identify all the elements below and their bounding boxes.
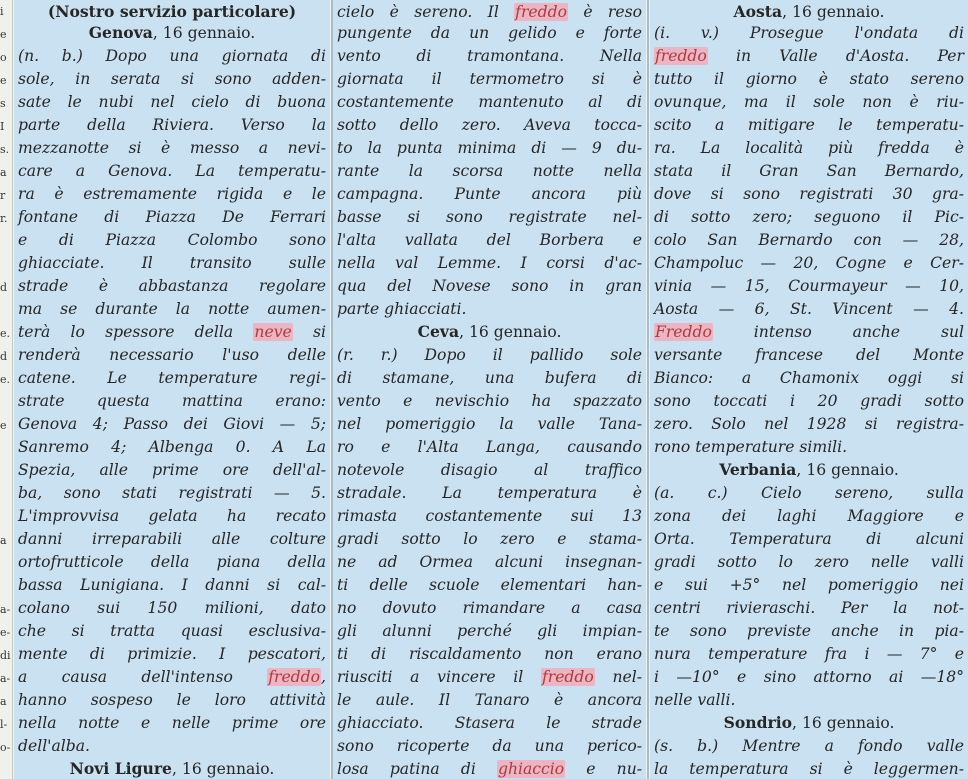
article-line: hanno sospeso le loro attività [18,691,326,709]
edge-fragment: i [0,5,4,18]
edge-fragment [0,437,12,460]
dateline: Ceva, 16 gennaio. [417,322,562,341]
article-line: ghiacciato. Stasera le strade [337,714,642,732]
article-line: (r. r.) Dopo il pallido sole [337,346,642,364]
article-line: sotto dello zero. Aveva tocca- [337,116,642,134]
edge-fragment: d [0,350,8,363]
article-line: ra. La località più fredda è [654,139,964,157]
edge-fragment: e [0,28,7,41]
article-line: sono toccati i 20 gradi sotto [654,392,964,410]
article-line: fontane di Piazza De Ferrari [18,208,326,226]
edge-fragment: a [0,695,7,708]
article-line: vento e nevischio ha spazzato [337,392,642,410]
column-3 [650,0,968,779]
article-line: bassa Lunigiana. I danni si cal- [18,576,326,594]
article-line: stradale. La temperatura è [337,484,642,502]
left-edge-fragments [0,0,13,779]
edge-fragment [0,391,12,414]
article-line: strate questa mattina erano: [18,392,326,410]
highlighted-term: neve [254,323,292,341]
article-line: pungente da un gelido e forte [337,24,642,42]
edge-fragment: s. [0,143,10,156]
dateline: Novi Ligure, 16 gennaio. [69,759,275,778]
article-line: ti di riscaldamento non erano [337,645,642,663]
edge-fragment [0,299,12,322]
article-line: care a Genova. La temperatu- [18,162,326,180]
article-line: Orta. Temperatura di alcuni [654,530,964,548]
edge-fragment: o- [0,741,11,754]
article-line: nella val Lemme. I corsi d'ac- [337,254,642,272]
article-line: tutto il giorno è stato sereno [654,70,964,88]
article-line: parte della Riviera. Verso la [18,116,326,134]
column-2 [333,0,646,779]
edge-fragment [0,253,12,276]
article-line: sole, in serata si sono adden- [18,70,326,88]
edge-fragment: e [0,74,7,87]
edge-fragment: e [0,419,7,432]
article-line: ro e l'Alta Langa, causando [337,438,642,456]
article-line: parte ghiacciati. [337,300,467,318]
article-line: colo San Bernardo con — 28, [654,231,964,249]
edge-fragment: e- [0,626,11,639]
article-line: vinia — 15, Courmayeur — 10, [654,277,964,295]
article-line: dove si sono registrati 30 gra- [654,185,964,203]
article-line: to la punta minima di — 9 du- [337,139,642,157]
article-line: mente di primizie. I pescatori, [18,645,326,663]
article-line: dell'alba. [18,737,90,755]
article-line: Bianco: a Chamonix oggi si [654,369,964,387]
edge-fragment: r. [0,212,8,225]
article-line: colano sui 150 milioni, dato [18,599,326,617]
column-1 [14,0,330,779]
article-line: costantemente mantenuto al di [337,93,642,111]
edge-fragment: e. [0,327,11,340]
article-line: no dovuto rimandare a casa [337,599,642,617]
highlighted-term: Freddo [655,323,712,341]
edge-fragment: a [0,166,7,179]
edge-fragment: d [0,281,8,294]
edge-fragment [0,575,12,598]
edge-fragment: s [0,97,6,110]
edge-fragment [0,506,12,529]
dateline: Sondrio, 16 gennaio. [723,713,895,732]
section-heading: (Nostro servizio particolare) [47,2,297,21]
article-line: te sono previste anche in pia- [654,622,964,640]
highlighted-term: freddo [541,668,594,686]
article-line: qua del Novese sono in gran [337,277,642,295]
article-line: catene. Le temperature regi- [18,369,326,387]
article-line: a causa dell'intenso freddo, [18,668,326,686]
highlighted-term: freddo [655,47,707,65]
article-line: Freddo intenso anche sul [655,323,964,341]
article-line: che si tratta quasi esclusiva- [18,622,326,640]
article-line: (a. c.) Cielo sereno, sulla [654,484,964,502]
article-line: ba, sono stati registrati — 5. [18,484,326,502]
article-line: e di Piazza Colombo sono [18,231,326,249]
article-line: ra è estremamente rigida e le [18,185,326,203]
article-line: L'improvvisa gelata ha recato [18,507,326,525]
dateline: Genova, 16 gennaio. [88,23,256,42]
article-line: sate le nubi nel cielo di buona [18,93,326,111]
article-line: nel pomeriggio la valle Tana- [337,415,642,433]
article-line: e sui +5° nel pomeriggio nei [654,576,964,594]
dateline: Aosta, 16 gennaio. [733,2,885,21]
article-line: rimasta costantemente sui 13 [337,507,642,525]
article-line: Spezia, alle prime ore dell'al- [18,461,326,479]
article-line: nella notte e nelle prime ore [18,714,326,732]
article-line: (n. b.) Dopo una giornata di [18,47,326,65]
article-line: stata il Gran San Bernardo, [654,162,964,180]
article-line: rono temperature simili. [654,438,848,456]
article-line: centri rivieraschi. Per la not- [654,599,964,617]
article-line: Aosta — 6, St. Vincent — 4. [654,300,964,318]
article-line: sono ricoperte da una perico- [337,737,642,755]
article-line: (s. b.) Mentre a fondo valle [654,737,964,755]
article-line: cielo è sereno. Il freddo è reso [337,3,643,21]
article-line: gradi sotto lo zero e stama- [337,530,642,548]
article-line: ortofrutticole della piana della [18,553,326,571]
highlighted-term: freddo [268,668,321,686]
article-line: basse si sono registrate nel- [337,208,642,226]
edge-fragment: o [0,51,7,64]
highlighted-term: freddo [515,3,567,21]
article-line: giornata il termometro si è [337,70,642,88]
article-line: rante la scorsa notte nella [337,162,642,180]
edge-fragment [0,552,12,575]
edge-fragment: e. [0,373,11,386]
article-line: campagna. Punte ancora più [337,185,642,203]
article-line: Genova 4; Passo dei Giovi — 5; [18,415,326,433]
article-line: ti delle scuole elementari han- [337,576,642,594]
article-line: riusciti a vincere il freddo nel- [337,668,642,686]
article-line: zero. Solo nel 1928 si registra- [654,415,964,433]
article-line: i —10° e sino attorno ai —18° [654,668,964,686]
article-line: strade è abbastanza regolare [18,277,326,295]
article-line: Champoluc — 20, Cogne e Cer- [654,254,964,272]
edge-fragment [0,483,12,506]
edge-fragment [0,230,12,253]
edge-fragment [0,460,12,483]
edge-fragment: a- [0,603,11,616]
article-line: ghiacciate. Il transito sulle [18,254,326,272]
article-line: mezzanotte si è messo a nevi- [18,139,326,157]
article-line: ne ad Ormea alcuni insegnan- [337,553,642,571]
edge-fragment: a [0,534,7,547]
highlighted-term: ghiaccio [497,760,565,778]
dateline: Verbania, 16 gennaio. [719,460,899,479]
article-line: la temperatura si è leggermen- [654,760,964,778]
article-line: freddo in Valle d'Aosta. Per [655,47,964,65]
edge-fragment: r [0,189,6,202]
article-line: nura temperature fra i — 7° e [654,645,964,663]
article-line: zona dei laghi Maggiore e [654,507,964,525]
article-line: (i. v.) Prosegue l'ondata di [654,24,964,42]
article-line: ma se durante la notte aumen- [18,300,326,318]
article-line: di stamane, una bufera di [337,369,642,387]
article-line: versante francese del Monte [654,346,964,364]
article-line: le aule. Il Tanaro è ancora [337,691,642,709]
article-line: vento di tramontana. Nella [337,47,642,65]
article-line: renderà necessario l'uso delle [18,346,326,364]
article-line: di sotto zero; seguono il Pic- [654,208,964,226]
edge-fragment: a- [0,672,11,685]
article-line: nelle valli. [654,691,736,709]
article-line: scito a mitigare le temperatu- [654,116,964,134]
article-line: losa patina di ghiaccio e nu- [337,760,643,778]
article-line: l'alta vallata del Borbera e [337,231,642,249]
article-line: ovunque, ma il sole non è riu- [654,93,964,111]
article-line: gradi sotto lo zero nelle valli [654,553,964,571]
edge-fragment: l- [0,718,8,731]
article-line: notevole disagio al traffico [337,461,642,479]
article-line: danni irreparabili alle colture [18,530,326,548]
article-line: terà lo spessore della neve si [18,323,326,341]
article-line: gli alunni perché gli impian- [337,622,642,640]
column-divider [647,0,649,779]
edge-fragment: di [0,649,11,662]
edge-fragment: I [0,120,5,133]
article-line: Sanremo 4; Albenga 0. A La [18,438,326,456]
